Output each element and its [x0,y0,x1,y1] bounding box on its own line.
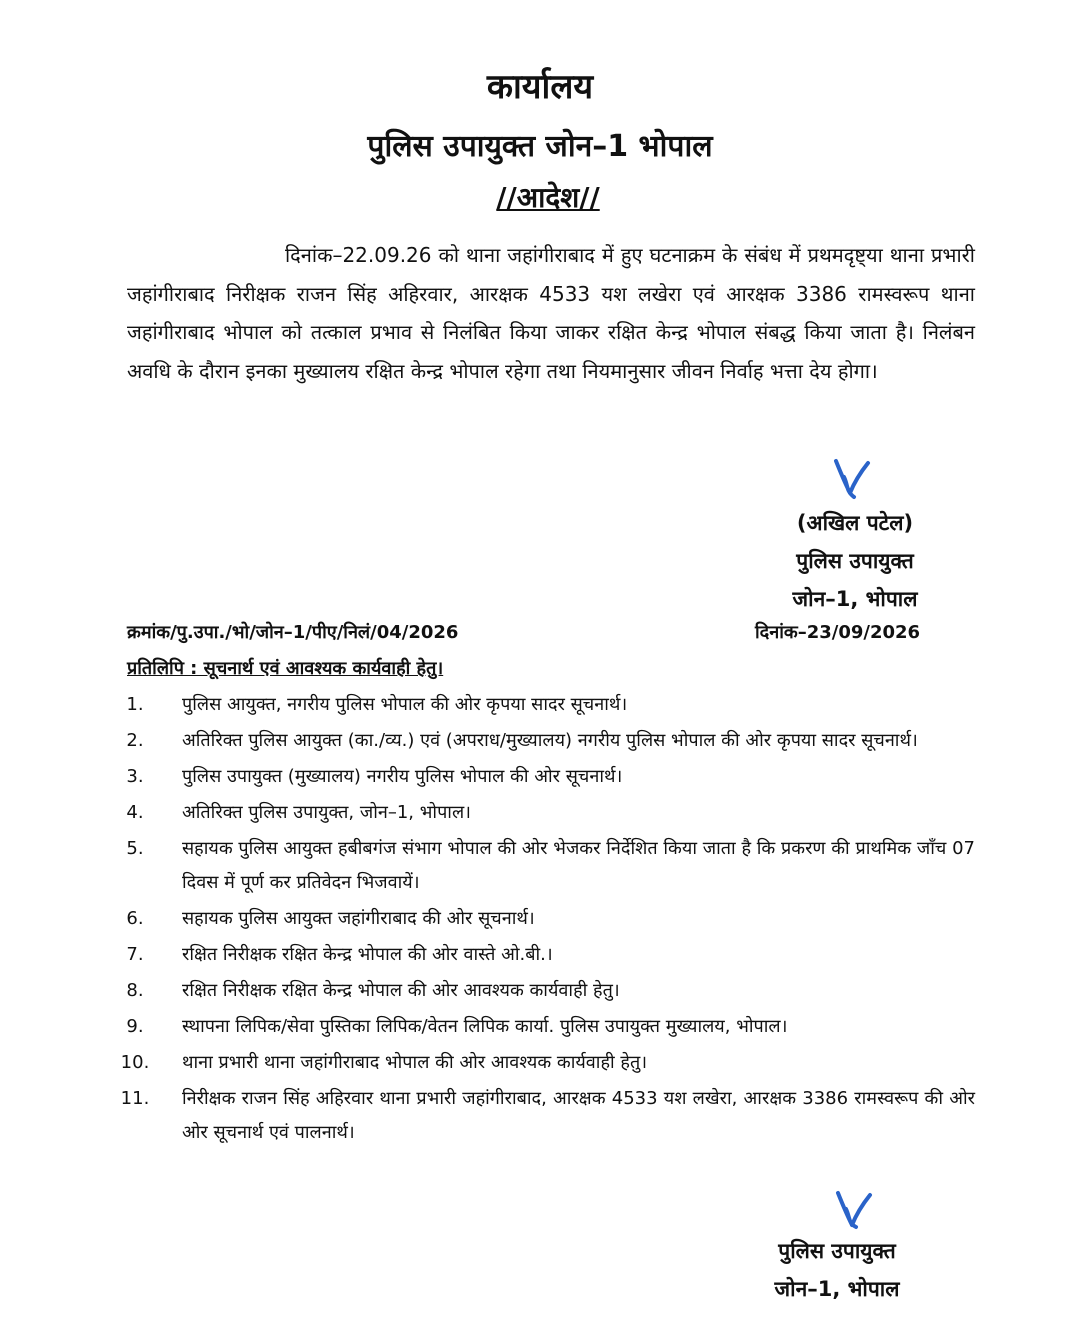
list-item [115,724,975,758]
list-item [115,760,975,794]
list-item [115,688,975,722]
reference-date: दिनांक–23/09/2026 [755,622,921,643]
list-item-number: 8. [126,980,144,1001]
list-item-number: 10. [120,1052,150,1073]
authority-title: पुलिस उपायुक्त जोन–1 भोपाल [367,129,713,164]
order-heading-text: //आदेश// [496,181,600,214]
list-item [115,902,975,936]
list-item-text: निरीक्षक राजन सिंह अहिरवार थाना प्रभारी जहांगीराबाद, आरक्षक 4533 यश लखेरा, आरक्षक 3386 रामस्वरूप की ओर ओर सूचनार्थ एवं पालनार्थ। [182,1088,975,1143]
signatory-designation: पुलिस उपायुक्त [778,1239,896,1263]
signatory-zone: जोन–1, भोपाल [774,1277,900,1301]
list-item [115,832,975,900]
list-item-number: 1. [126,694,144,715]
signatory-designation: पुलिस उपायुक्त [796,549,914,573]
list-item [115,1046,975,1080]
list-item-number: 2. [126,730,144,751]
list-item-number: 3. [126,766,144,787]
list-item-text: पुलिस उपायुक्त (मुख्यालय) नगरीय पुलिस भोपाल की ओर सूचनार्थ। [182,766,623,787]
order-body-text: दिनांक–22.09.26 को थाना जहांगीराबाद में हुए घटनाक्रम के संबंध में प्रथमदृष्ट्या थाना प्रभारी जहांगीराबाद निरीक्षक राजन सिंह अहिरवार, आरक्षक 4533 यश लखेरा एवं आरक्षक 3386 रामस्वरूप थाना जहांगीराबाद भोपाल को तत्काल प्रभाव से निलंबित किया जाकर रक्षित केन्द्र भोपाल संबद्ध किया जाता है। निलंबन अवधि के दौरान इनका मुख्यालय रक्षित केन्द्र भोपाल रहेगा तथा नियमानुसार जीवन निर्वाह भत्ता देय होगा। [127,243,975,383]
copy-heading: प्रतिलिपि : सूचनार्थ एवं आवश्यक कार्यवाही हेतु। [127,658,444,679]
signatory-zone: जोन–1, भोपाल [792,587,918,611]
list-item-text: अतिरिक्त पुलिस उपायुक्त, जोन–1, भोपाल। [182,802,471,823]
list-item [115,974,975,1008]
signature-scribble-1 [826,455,876,501]
list-item [115,938,975,972]
list-item [115,796,975,830]
list-item-text: पुलिस आयुक्त, नगरीय पुलिस भोपाल की ओर कृपया सादर सूचनार्थ। [182,694,628,715]
signature-block-2 [752,1232,922,1308]
list-item [115,1010,975,1044]
list-item-number: 9. [126,1016,144,1037]
office-title: कार्यालय [486,67,594,107]
list-item-text: स्थापना लिपिक/सेवा पुस्तिका लिपिक/वेतन लिपिक कार्या. पुलिस उपायुक्त मुख्यालय, भोपाल। [182,1016,788,1037]
list-item-text: सहायक पुलिस आयुक्त हबीबगंज संभाग भोपाल की ओर भेजकर निर्देशित किया जाता है कि प्रकरण की प्राथमिक जॉंच 07 दिवस में पूर्ण कर प्रतिवेदन भिजवायें। [182,838,975,893]
signatory-name: (अखिल पटेल) [796,511,914,535]
list-item-number: 6. [126,908,144,929]
list-item-number: 7. [126,944,144,965]
list-item-text: अतिरिक्त पुलिस आयुक्त (का./व्य.) एवं (अपराध/मुख्यालय) नगरीय पुलिस भोपाल की ओर कृपया सादर सूचनार्थ। [182,730,918,751]
list-item-number: 11. [120,1088,150,1109]
list-item-text: थाना प्रभारी थाना जहांगीराबाद भोपाल की ओर आवश्यक कार्यवाही हेतु। [182,1052,648,1073]
list-item-number: 4. [126,802,144,823]
signature-scribble-2 [830,1187,876,1231]
list-item [115,1082,975,1150]
list-item-text: सहायक पुलिस आयुक्त जहांगीराबाद की ओर सूचनार्थ। [182,908,535,929]
list-item-text: रक्षित निरीक्षक रक्षित केन्द्र भोपाल की ओर वास्ते ओ.बी.। [182,944,553,965]
signature-block-1 [765,504,945,618]
list-item-number: 5. [126,838,144,859]
copy-list [115,688,975,1152]
list-item-text: रक्षित निरीक्षक रक्षित केन्द्र भोपाल की ओर आवश्यक कार्यवाही हेतु। [182,980,620,1001]
reference-number: क्रमांक/पु.उपा./भो/जोन–1/पीए/निलं/04/2026 [127,622,459,643]
order-heading [0,178,1080,216]
